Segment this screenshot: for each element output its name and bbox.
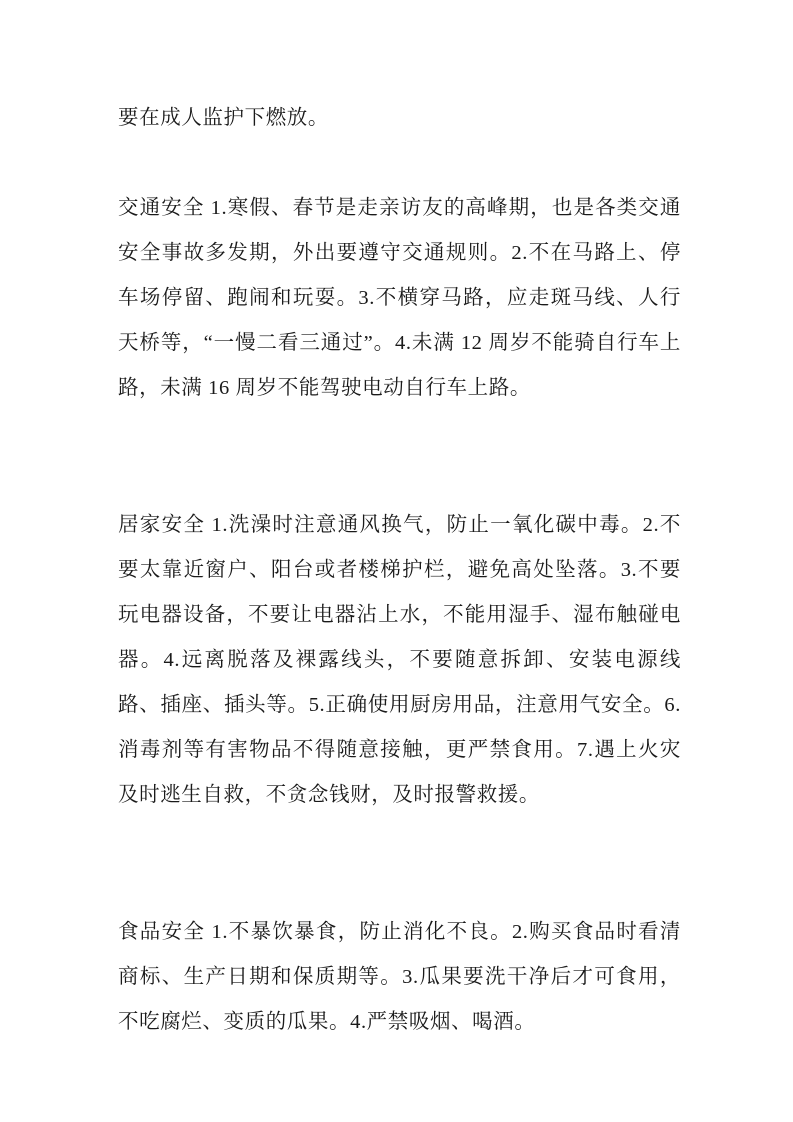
paragraph-traffic-safety: 交通安全 1.寒假、春节是走亲访友的高峰期，也是各类交通安全事故多发期，外出要遵守交通规则。2.不在马路上、停车场停留、跑闹和玩耍。3.不横穿马路，应走斑马线、人行天桥等，“一慢二看三通过”。4.未满 12 周岁不能骑自行车上路，未满 16 周岁不能驾驶电动自行车上路。 <box>118 197 681 399</box>
paragraph-food-safety: 食品安全 1.不暴饮暴食，防止消化不良。2.购买食品时看清商标、生产日期和保质期等。3.瓜果要洗干净后才可食用，不吃腐烂、变质的瓜果。4.严禁吸烟、喝酒。 <box>118 921 681 1033</box>
paragraph-spacer <box>118 411 681 503</box>
paragraph-continuation: 要在成人监护下燃放。 <box>118 107 329 129</box>
paragraph-spacer <box>118 141 681 186</box>
paragraph-spacer <box>118 818 681 910</box>
paragraph-home-safety: 居家安全 1.洗澡时注意通风换气，防止一氧化碳中毒。2.不要太靠近窗户、阳台或者楼梯护栏，避免高处坠落。3.不要玩电器设备，不要让电器沾上水，不能用湿手、湿布触碰电器。4.远离脱落及裸露线头，不要随意拆卸、安装电源线路、插座、插头等。5.正确使用厨房用品，注意用气安全。6.消毒剂等有害物品不得随意接触，更严禁食用。7.遇上火灾及时逃生自救，不贪念钱财，及时报警救援。 <box>118 514 681 806</box>
document-body <box>118 96 681 1045</box>
